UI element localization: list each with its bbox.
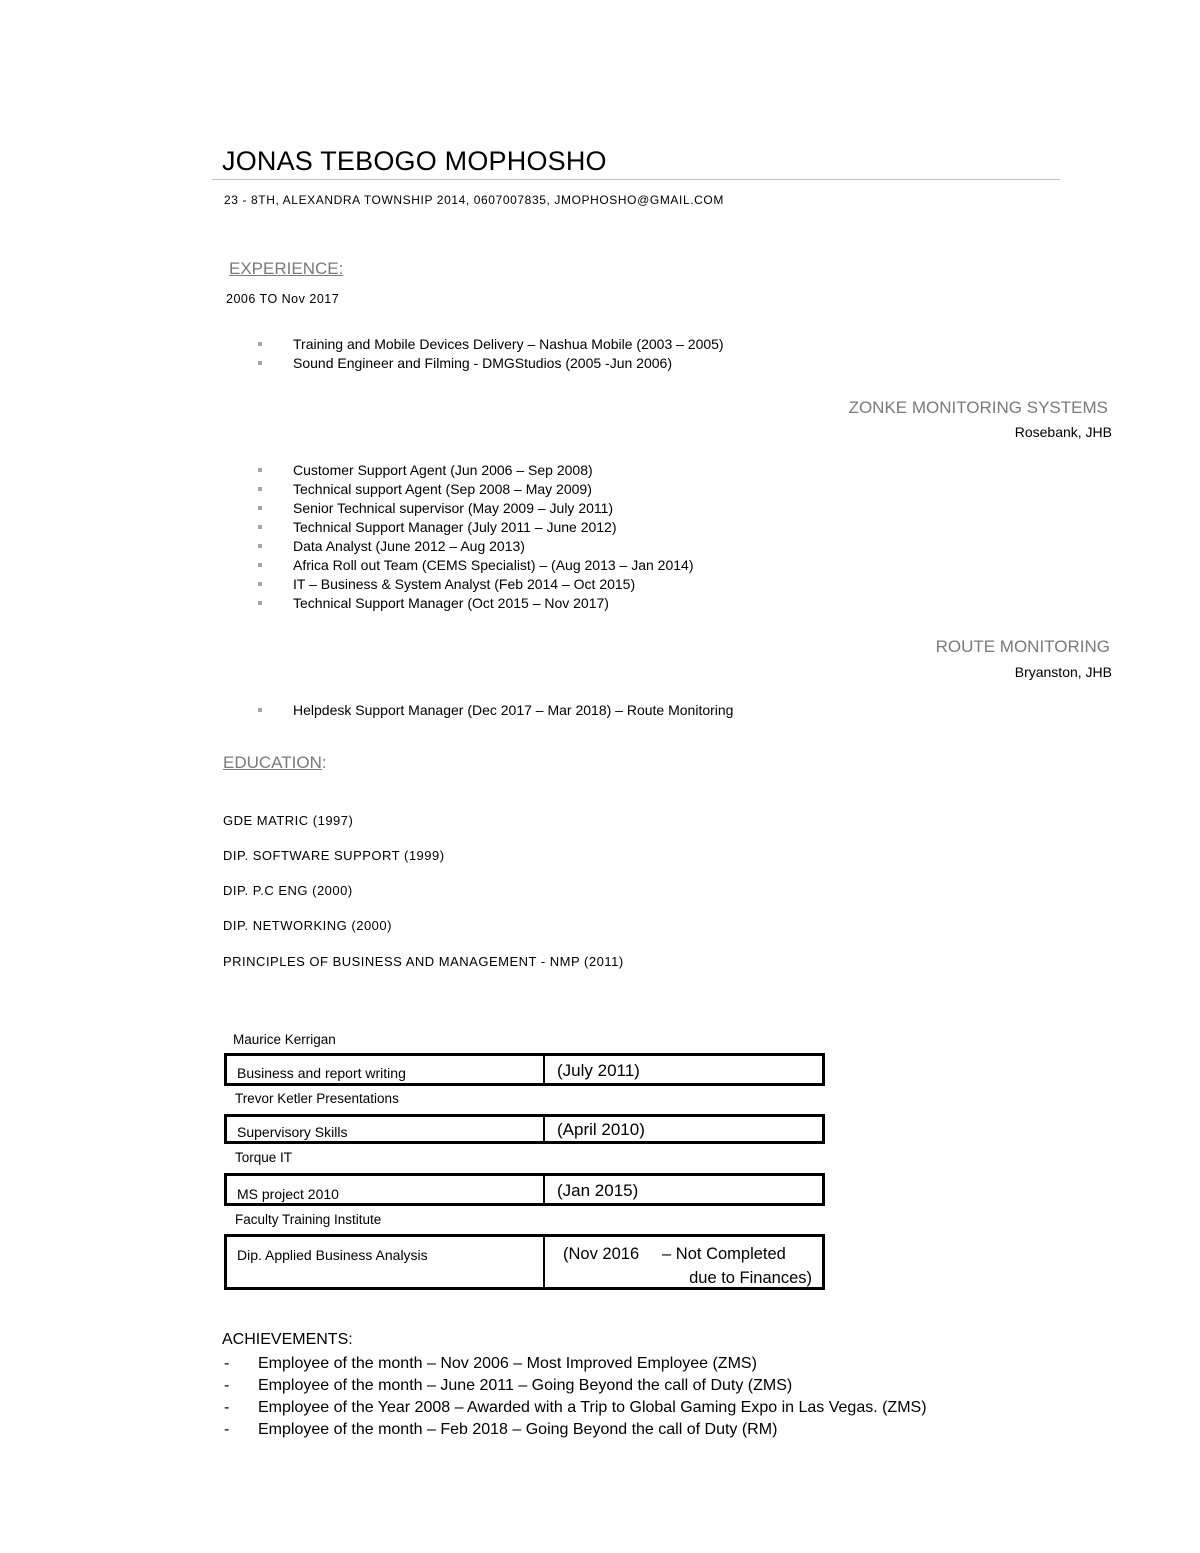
course-provider: Maurice Kerrigan — [233, 1032, 336, 1047]
company-location-route: Bryanston, JHB — [1014, 664, 1112, 680]
company-name-zonke: ZONKE MONITORING SYSTEMS — [848, 398, 1108, 417]
bullet-icon — [258, 563, 262, 567]
course-provider: Torque IT — [235, 1150, 293, 1165]
list-item: Data Analyst (June 2012 – Aug 2013) — [258, 537, 694, 556]
bullet-icon — [258, 506, 262, 510]
bullet-icon — [258, 601, 262, 605]
bullet-icon — [258, 468, 262, 472]
course-name: MS project 2010 — [227, 1176, 545, 1203]
bullet-icon — [258, 525, 262, 529]
list-item: - Employee of the month – June 2011 – Going Beyond the call of Duty (ZMS) — [222, 1375, 927, 1397]
course-row — [224, 1053, 825, 1086]
company-name-route: ROUTE MONITORING — [935, 637, 1110, 656]
course-name: Supervisory Skills — [227, 1117, 545, 1141]
education-heading: EDUCATION: — [223, 753, 327, 772]
company-location-zonke: Rosebank, JHB — [1014, 424, 1112, 440]
experience-heading: EXPERIENCE: — [229, 259, 344, 278]
candidate-name: JONAS TEBOGO MOPHOSHO — [222, 146, 607, 176]
course-date: (Nov 2016 – Not Completed due to Finances) — [563, 1245, 812, 1287]
list-item: - Employee of the month – Nov 2006 – Most Improved Employee (ZMS) — [222, 1353, 927, 1375]
list-item: Africa Roll out Team (CEMS Specialist) – (Aug 2013 – Jan 2014) — [258, 556, 694, 575]
course-provider: Trevor Ketler Presentations — [235, 1091, 399, 1106]
education-item: DIP. P.C ENG (2000) — [223, 883, 353, 898]
achievements-heading: ACHIEVEMENTS: — [222, 1331, 353, 1348]
course-name: Dip. Applied Business Analysis — [227, 1237, 545, 1287]
course-name: Business and report writing — [227, 1056, 545, 1083]
route-roles-list — [258, 701, 733, 720]
list-item: Technical Support Manager (Oct 2015 – Nov 2017) — [258, 594, 694, 613]
education-item: DIP. SOFTWARE SUPPORT (1999) — [223, 848, 445, 863]
bullet-icon — [258, 487, 262, 491]
course-date: (July 2011) — [557, 1061, 640, 1080]
bullet-icon — [258, 342, 262, 346]
bullet-icon — [258, 544, 262, 548]
list-item: Sound Engineer and Filming - DMGStudios (2005 -Jun 2006) — [258, 354, 724, 373]
course-row — [224, 1114, 825, 1144]
list-item: Technical Support Manager (July 2011 – June 2012) — [258, 518, 694, 537]
contact-line: 23 - 8TH, ALEXANDRA TOWNSHIP 2014, 0607007835, JMOPHOSHO@GMAIL.COM — [224, 193, 724, 207]
education-item: DIP. NETWORKING (2000) — [223, 918, 392, 933]
bullet-icon — [258, 361, 262, 365]
list-item: Helpdesk Support Manager (Dec 2017 – Mar 2018) – Route Monitoring — [258, 701, 733, 720]
course-date: (April 2010) — [557, 1120, 645, 1139]
dash-bullet: - — [224, 1421, 230, 1438]
list-item: Technical support Agent (Sep 2008 – May 2009) — [258, 480, 694, 499]
experience-period: 2006 TO Nov 2017 — [226, 292, 340, 306]
course-row — [224, 1173, 825, 1206]
zonke-roles-list — [258, 461, 694, 613]
early-experience-list — [258, 335, 724, 373]
name-divider — [212, 179, 1060, 180]
education-item: GDE MATRIC (1997) — [223, 813, 354, 828]
dash-bullet: - — [224, 1399, 230, 1416]
list-item: - Employee of the Year 2008 – Awarded with a Trip to Global Gaming Expo in Las Vegas. (ZMS) — [222, 1397, 927, 1419]
list-item: Customer Support Agent (Jun 2006 – Sep 2008) — [258, 461, 694, 480]
dash-bullet: - — [224, 1377, 230, 1394]
course-date: (Jan 2015) — [557, 1181, 639, 1200]
course-provider: Faculty Training Institute — [235, 1212, 382, 1227]
list-item: Senior Technical supervisor (May 2009 – July 2011) — [258, 499, 694, 518]
list-item: Training and Mobile Devices Delivery – Nashua Mobile (2003 – 2005) — [258, 335, 724, 354]
bullet-icon — [258, 708, 262, 712]
bullet-icon — [258, 582, 262, 586]
achievements-list — [222, 1353, 927, 1441]
education-item: PRINCIPLES OF BUSINESS AND MANAGEMENT - NMP (2011) — [223, 954, 624, 969]
dash-bullet: - — [224, 1355, 230, 1372]
list-item: IT – Business & System Analyst (Feb 2014 – Oct 2015) — [258, 575, 694, 594]
course-row — [224, 1234, 825, 1290]
list-item: - Employee of the month – Feb 2018 – Going Beyond the call of Duty (RM) — [222, 1419, 927, 1441]
